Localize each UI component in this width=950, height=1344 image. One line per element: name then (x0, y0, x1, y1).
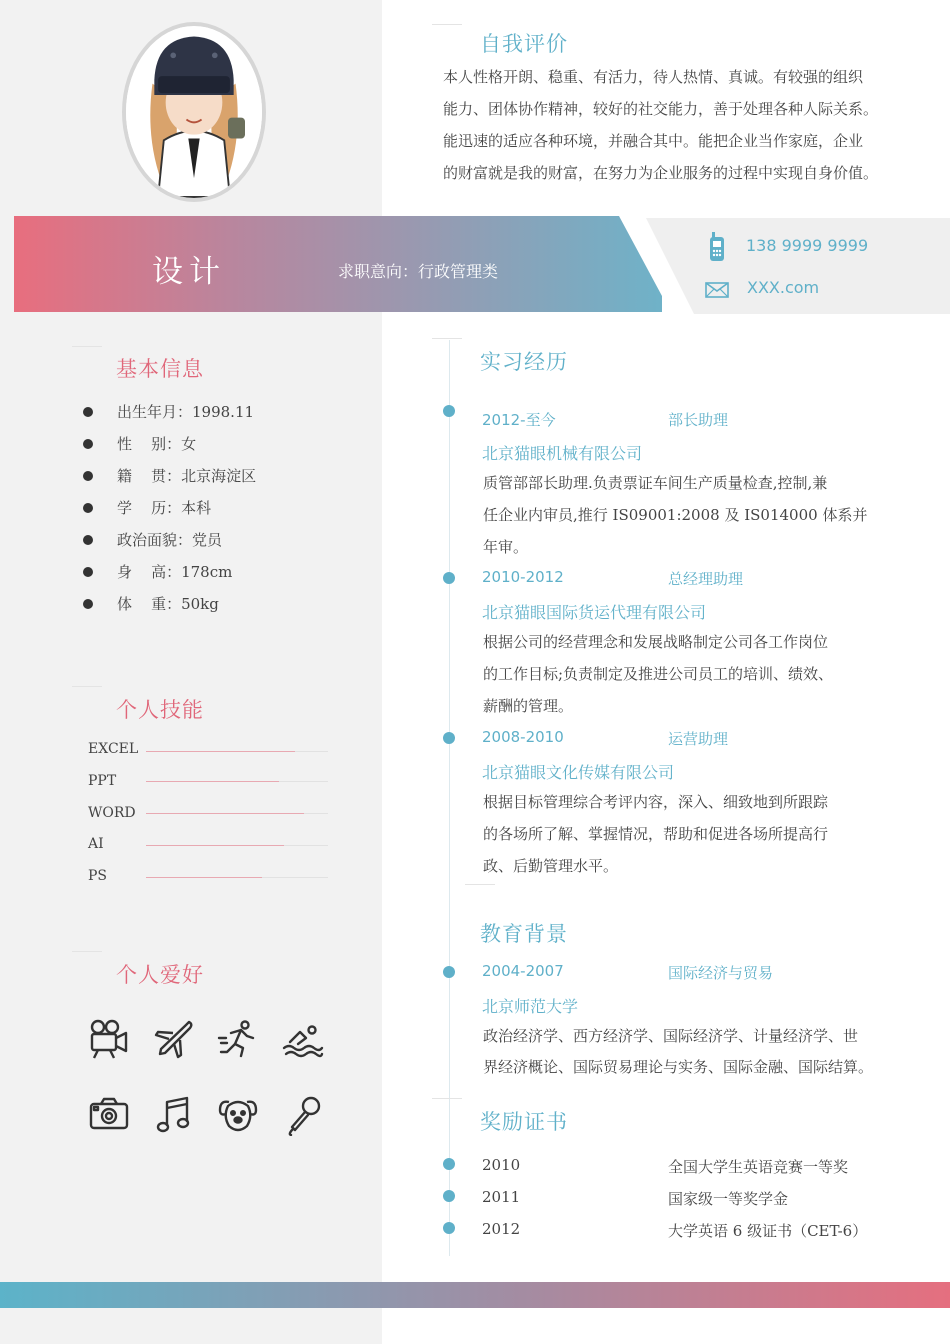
award-name: 大学英语 6 级证书（CET-6） (668, 1222, 868, 1240)
skill-name: EXCEL (88, 741, 139, 757)
skill-bar (146, 813, 328, 814)
music-note-icon (153, 1094, 195, 1136)
dog-icon (217, 1094, 259, 1136)
award-year: 2010 (482, 1156, 521, 1174)
avatar (122, 22, 266, 202)
camera-icon (88, 1094, 130, 1136)
entry-line: 薪酬的管理。 (483, 697, 574, 715)
info-text: 出生年月：1998.11 (117, 403, 255, 421)
skill-bar (146, 781, 328, 782)
entry-role: 总经理助理 (668, 570, 744, 588)
swimming-icon (282, 1018, 324, 1060)
timeline-line (449, 340, 450, 1256)
basic-info-divider (72, 346, 102, 347)
entry-line: 根据公司的经营理念和发展战略制定公司各工作岗位 (483, 633, 829, 651)
timeline-dot (443, 405, 455, 417)
info-text: 政治面貌：党员 (117, 531, 223, 549)
skill-bar-fill (146, 877, 262, 878)
candidate-name: 设计 (152, 254, 226, 290)
skill-name: PS (88, 868, 108, 884)
entry-company: 北京猫眼机械有限公司 (482, 444, 643, 463)
bullet-icon (83, 535, 93, 545)
bullet-icon (83, 503, 93, 513)
entry-date: 2010-2012 (482, 568, 564, 586)
bullet-icon (83, 471, 93, 481)
award-year: 2012 (482, 1220, 521, 1238)
entry-line: 年审。 (483, 538, 529, 556)
microphone-icon (282, 1094, 324, 1136)
entry-line: 的各场所了解、掌握情况，帮助和促进各场所提高行 (483, 825, 829, 843)
timeline-dot (443, 1222, 455, 1234)
entry-role: 部长助理 (668, 411, 729, 429)
airplane-icon (153, 1018, 195, 1060)
skill-bar (146, 845, 328, 846)
self-eval-line: 能力、团体协作精神，较好的社交能力，善于处理各种人际关系。 (443, 100, 879, 118)
skill-name: AI (88, 836, 104, 852)
timeline-dot (443, 732, 455, 744)
timeline-dot (443, 1158, 455, 1170)
running-icon (217, 1018, 259, 1060)
bullet-icon (83, 567, 93, 577)
skills-divider (72, 686, 102, 687)
phone-icon (708, 232, 726, 266)
info-text: 学 历：本科 (117, 499, 212, 517)
info-text: 体 重：50kg (117, 595, 219, 613)
skill-bar (146, 751, 328, 752)
education-major: 国际经济与贸易 (668, 964, 774, 982)
timeline-dot (443, 572, 455, 584)
hobbies-title: 个人爱好 (116, 963, 204, 987)
skills-title: 个人技能 (116, 698, 204, 722)
entry-date: 2012-至今 (482, 411, 556, 429)
timeline-dot (443, 966, 455, 978)
self-eval-line: 的财富就是我的财富，在努力为企业服务的过程中实现自身价值。 (443, 164, 879, 182)
entry-role: 运营助理 (668, 730, 729, 748)
movie-camera-icon (88, 1018, 130, 1060)
award-year: 2011 (482, 1188, 521, 1206)
info-text: 身 高：178cm (117, 563, 233, 581)
entry-line: 质管部部长助理.负责票证车间生产质量检查,控制,兼 (483, 474, 828, 492)
job-intent: 求职意向：行政管理类 (338, 262, 499, 281)
skill-name: PPT (88, 773, 117, 789)
education-title: 教育背景 (480, 922, 568, 946)
education-line: 界经济概论、国际贸易理论与实务、国际金融、国际结算。 (483, 1058, 874, 1076)
skill-bar-fill (146, 845, 284, 846)
bullet-icon (83, 439, 93, 449)
avatar-illustration (126, 26, 262, 198)
skill-name: WORD (88, 805, 136, 821)
awards-divider (432, 1098, 462, 1099)
entry-date: 2008-2010 (482, 728, 564, 746)
entry-line: 的工作目标;负责制定及推进公司员工的培训、绩效、 (483, 665, 834, 683)
basic-info-title: 基本信息 (116, 357, 204, 381)
hobbies-divider (72, 951, 102, 952)
internship-divider (432, 338, 462, 339)
phone-number: 138 9999 9999 (746, 236, 869, 255)
award-name: 国家级一等奖学金 (668, 1190, 789, 1208)
self-eval-line: 本人性格开朗、稳重、有活力，待人热情、真诚。有较强的组织 (443, 68, 864, 86)
entry-company: 北京猫眼文化传媒有限公司 (482, 763, 675, 782)
entry-line: 政、后勤管理水平。 (483, 857, 619, 875)
self-eval-title: 自我评价 (480, 32, 568, 56)
bullet-icon (83, 599, 93, 609)
self-eval-line: 能迅速的适应各种环境，并融合其中。能把企业当作家庭，企业 (443, 132, 864, 150)
award-name: 全国大学生英语竞赛一等奖 (668, 1158, 849, 1176)
awards-title: 奖励证书 (480, 1110, 568, 1134)
internship-title: 实习经历 (480, 350, 568, 374)
footer-gradient-bar (0, 1282, 950, 1308)
education-line: 政治经济学、西方经济学、国际经济学、计量经济学、世 (483, 1027, 859, 1045)
info-text: 籍 贯：北京海淀区 (117, 467, 257, 485)
email-address: XXX.com (747, 278, 820, 297)
skill-bar (146, 877, 328, 878)
skill-bar-fill (146, 813, 304, 814)
education-divider (465, 884, 495, 885)
contact-panel (646, 218, 950, 314)
entry-company: 北京猫眼国际货运代理有限公司 (482, 603, 707, 622)
self-eval-divider (432, 24, 462, 25)
skill-bar-fill (146, 751, 295, 752)
envelope-icon (705, 282, 729, 302)
bullet-icon (83, 407, 93, 417)
skill-bar-fill (146, 781, 279, 782)
education-date: 2004-2007 (482, 962, 564, 980)
entry-line: 根据目标管理综合考评内容，深入、细致地到所跟踪 (483, 793, 829, 811)
timeline-dot (443, 1190, 455, 1202)
entry-line: 任企业内审员,推行 IS09001:2008 及 IS014000 体系并 (483, 506, 868, 524)
education-school: 北京师范大学 (482, 997, 579, 1016)
info-text: 性 别：女 (117, 435, 197, 453)
